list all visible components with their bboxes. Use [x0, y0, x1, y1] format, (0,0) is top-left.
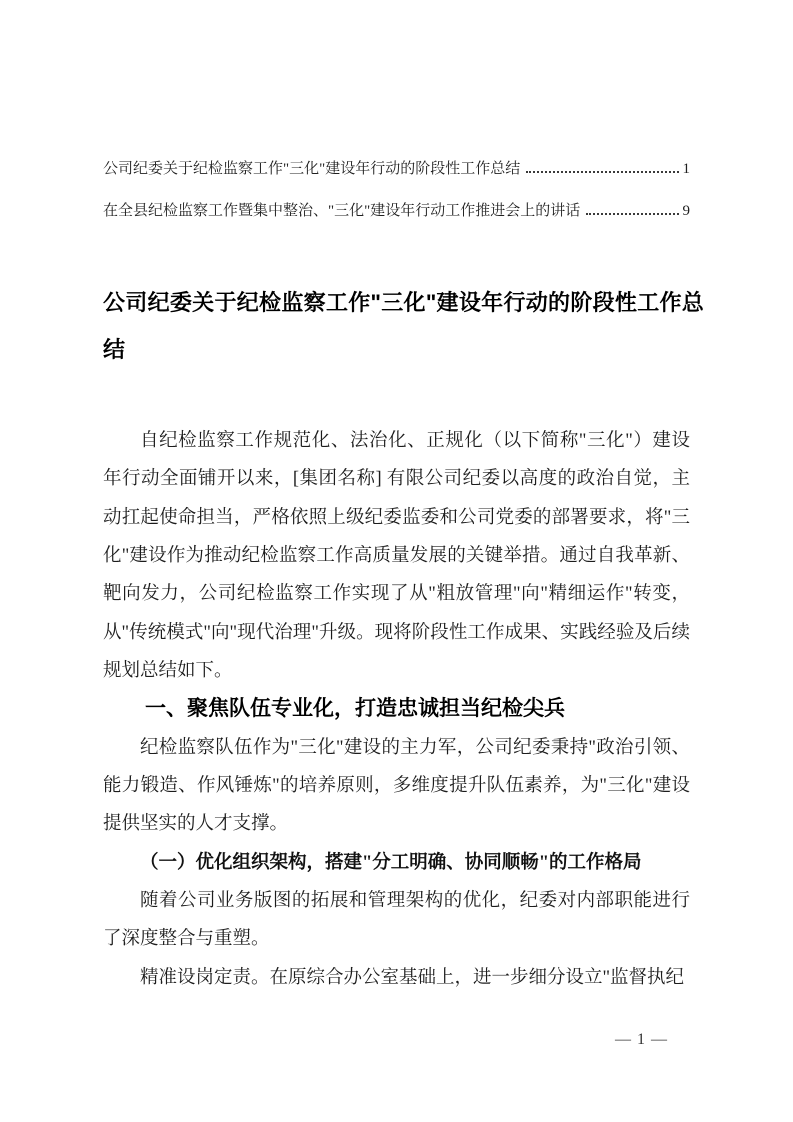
body-paragraph: 纪检监察队伍作为"三化"建设的主力军，公司纪委秉持"政治引领、能力锻造、作风锤炼"的培养原则，多维度提升队伍素养，为"三化"建设提供坚实的人才支撑。	[103, 737, 690, 835]
toc-entry-title[interactable]: 公司纪委关于纪检监察工作"三化"建设年行动的阶段性工作总结	[103, 161, 521, 177]
body-paragraph: 精准设岗定责。在原综合办公室基础上，进一步细分设立"监督执纪	[140, 967, 685, 988]
toc-entry-1[interactable]	[103, 156, 690, 182]
section-heading: 一、聚焦队伍专业化，打造忠诚担当纪检尖兵	[145, 697, 565, 721]
page-number: — 1 —	[615, 1031, 668, 1048]
sub-section-heading: （一）优化组织架构，搭建"分工明确、协同顺畅"的工作格局	[140, 852, 642, 873]
toc-entry-page-number[interactable]: 1	[682, 161, 690, 177]
body-paragraph: 随着公司业务版图的拓展和管理架构的优化，纪委对内部职能进行了深度整合与重塑。	[103, 891, 690, 950]
toc-dot-leader	[526, 171, 678, 173]
document-title: 公司纪委关于纪检监察工作"三化"建设年行动的阶段性工作总结	[103, 290, 704, 362]
body-paragraph: 自纪检监察工作规范化、法治化、正规化（以下简称"三化"）建设年行动全面铺开以来，[集团名称] 有限公司纪委以高度的政治自觉，主动扛起使命担当，严格依照上级纪委监委和公司党委的部署要求，将"三化"建设作为推动纪检监察工作高质量发展的关键举措。通过自我革新、靶向发力，公司纪检监察工作实现了从"粗放管理"向"精细运作"转变，从"传统模式"向"现代治理"升级。现将阶段性工作成果、实践经验及后续规划总结如下。	[103, 431, 690, 682]
toc-entry-2[interactable]	[103, 198, 690, 224]
toc-entry-page-number[interactable]: 9	[682, 203, 690, 219]
toc-dot-leader	[586, 213, 678, 215]
toc-entry-title[interactable]: 在全县纪检监察工作暨集中整治、"三化"建设年行动工作推进会上的讲话	[103, 203, 581, 219]
document-body	[103, 422, 690, 997]
